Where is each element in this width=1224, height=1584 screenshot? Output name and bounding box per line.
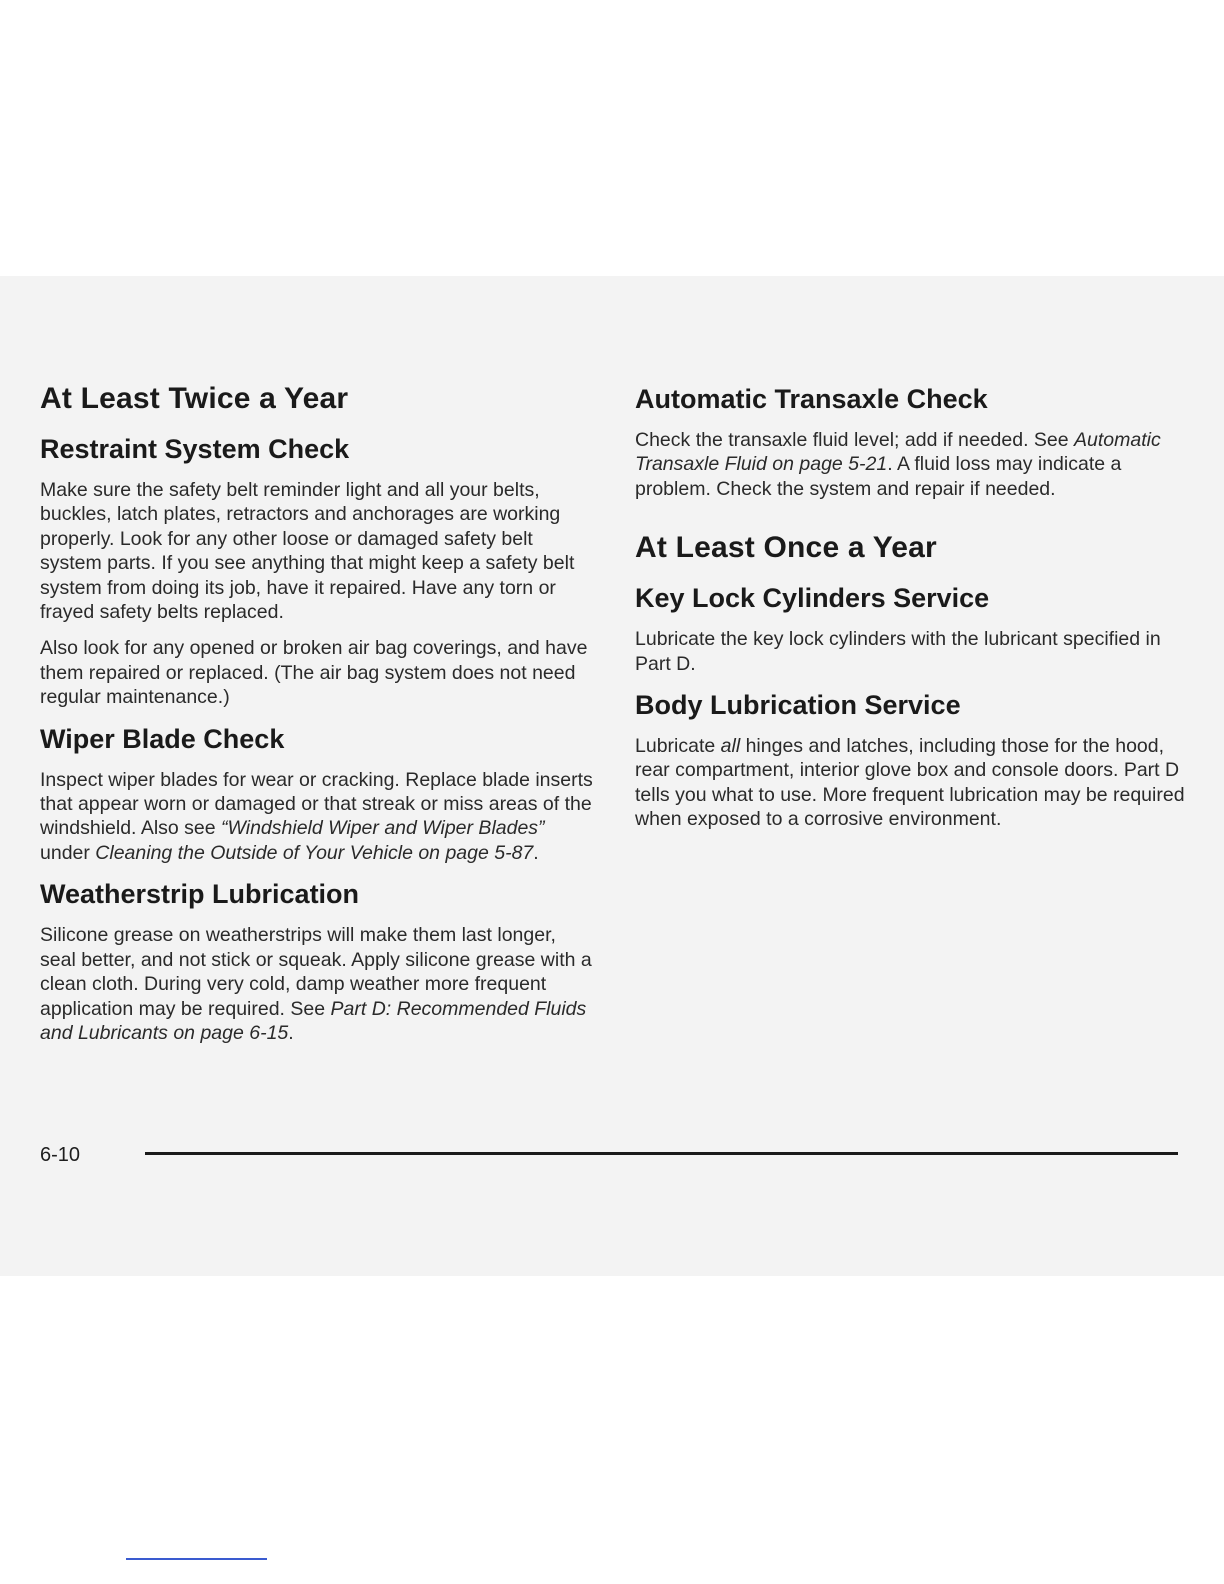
transaxle-text-a: Check the transaxle fluid level; add if needed. See <box>635 429 1075 451</box>
link-underline[interactable] <box>126 1558 267 1560</box>
body-lubrication-section <box>635 690 1185 832</box>
wiper-reference-1[interactable]: “Windshield Wiper and Wiper Blades” <box>221 817 545 840</box>
wiper-blade-title: Wiper Blade Check <box>40 723 285 754</box>
wiper-text-b: under <box>40 841 96 864</box>
transaxle-title: Automatic Transaxle Check <box>635 384 988 414</box>
weatherstrip-paragraph <box>40 923 595 1045</box>
key-lock-paragraph: Lubricate the key lock cylinders with the lubricant specified in Part D. <box>635 628 1161 675</box>
transaxle-paragraph <box>635 428 1185 501</box>
body-text-a: Lubricate <box>635 735 721 758</box>
weatherstrip-section <box>40 879 595 1045</box>
body-text-emphasis: all <box>720 735 741 758</box>
wiper-blade-paragraph <box>40 768 595 866</box>
restraint-system-title: Restraint System Check <box>40 434 350 464</box>
weatherstrip-reference[interactable]: Part D: Recommended Fluids and Lubricants on page 6-15 <box>40 997 587 1044</box>
weatherstrip-text-b: . <box>288 1021 294 1044</box>
wiper-text-a: Inspect wiper blades for wear or cracking. Replace blade inserts that appear worn or damaged or that streak or miss areas of the windshield. Also see <box>40 768 593 840</box>
left-column <box>40 382 595 1059</box>
transaxle-text-b: . A fluid loss may indicate a problem. Check the system and repair if needed. <box>635 453 1122 500</box>
wiper-text-c: . <box>533 841 539 864</box>
footer-divider <box>145 1152 1178 1155</box>
key-lock-title: Key Lock Cylinders Service <box>635 583 990 614</box>
transaxle-section <box>635 384 1185 501</box>
weatherstrip-text-a: Silicone grease on weatherstrips will make them last longer, seal better, and not stick or squeak. Apply silicone grease with a clean cloth. During very cold, damp weather more frequent application may be required. See <box>40 924 592 1020</box>
restraint-system-paragraph-2: Also look for any opened or broken air bag coverings, and have them repaired or replaced. (The air bag system does not need regular maintenance.) <box>40 637 588 709</box>
section-heading-twice-a-year: At Least Twice a Year <box>40 382 349 415</box>
key-lock-section <box>635 583 1185 676</box>
wiper-blade-section <box>40 724 595 866</box>
body-text-b: hinges and latches, including those for the hood, rear compartment, interior glove box and console doors. Part D tells you what to use. More frequent lubrication may be required when exposed to a corrosive environment. <box>635 735 1185 831</box>
weatherstrip-title: Weatherstrip Lubrication <box>40 879 360 910</box>
body-lubrication-paragraph <box>635 734 1185 832</box>
body-lubrication-title: Body Lubrication Service <box>635 690 961 721</box>
transaxle-reference[interactable]: Automatic Transaxle Fluid on page 5-21 <box>635 429 1161 476</box>
section-heading-once-a-year: At Least Once a Year <box>635 531 937 565</box>
restraint-system-paragraph-1: Make sure the safety belt reminder light and all your belts, buckles, latch plates, retractors and anchorages are working properly. Look for any other loose or damaged safety belt system parts. If you see anything that might keep a safety belt system from doing its job, have it repaired. Have any torn or frayed safety belts replaced. <box>40 479 575 624</box>
restraint-system-section <box>40 434 595 710</box>
wiper-reference-2[interactable]: Cleaning the Outside of Your Vehicle on page 5-87 <box>95 841 534 864</box>
right-column <box>635 384 1185 846</box>
page-number: 6-10 <box>40 1144 81 1166</box>
